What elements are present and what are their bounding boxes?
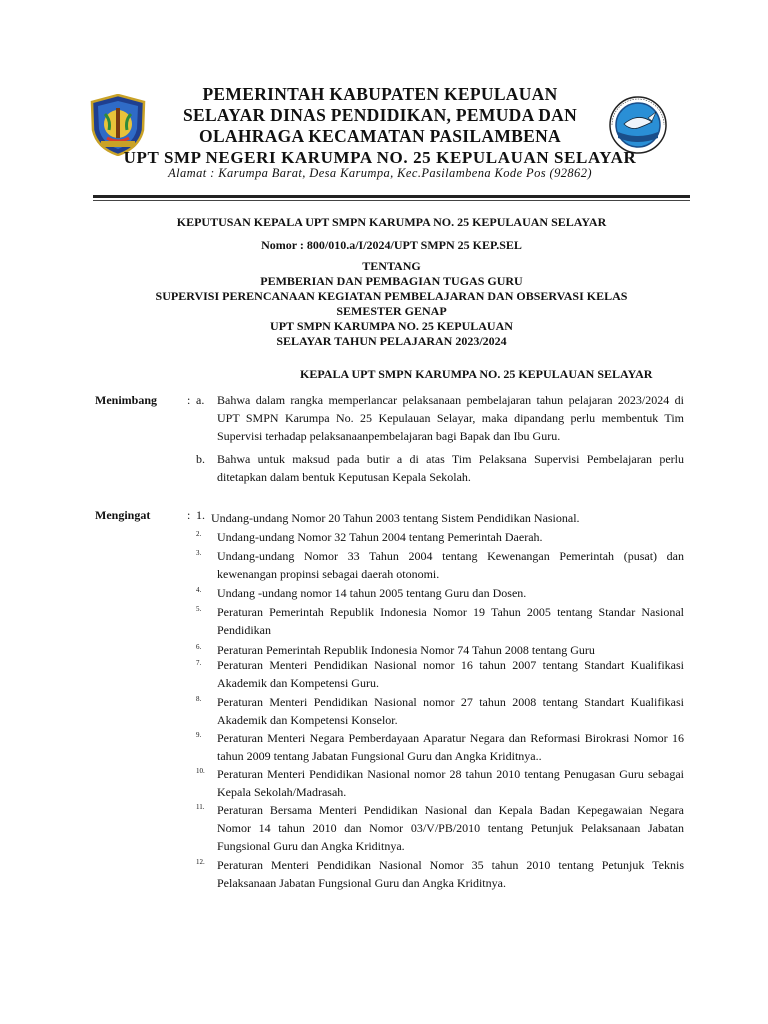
legal-basis-item: Undang-undang Nomor 20 Tahun 2003 tentang Sistem Pendidikan Nasional. <box>211 511 580 525</box>
list-number: 7. <box>196 659 202 667</box>
list-number: 1. <box>196 508 205 522</box>
legal-basis-item: Peraturan Menteri Pendidikan Nasional nomor 16 tahun 2007 tentang Standart Kualifikasi Akademik dan Kompetensi Guru. <box>217 658 684 690</box>
list-marker: b. <box>196 452 205 466</box>
legal-basis-item: Undang-undang Nomor 33 Tahun 2004 tentang Kewenangan Pemerintah (pusat) dan kewenangan propinsi sebagai daerah otonomi. <box>217 549 684 581</box>
decision-subject <box>93 259 690 349</box>
subject-line: PEMBERIAN DAN PEMBAGIAN TUGAS GURU <box>260 274 523 288</box>
letterhead-line: OLAHRAGA KECAMATAN PASILAMBENA <box>199 126 561 146</box>
legal-basis-item: Peraturan Menteri Negara Pemberdayaan Aparatur Negara dan Reformasi Birokrasi Nomor 16 tahun 2009 tentang Jabatan Fungsional Guru dan Angka Kriditnya.. <box>217 731 684 763</box>
list-number: 9. <box>196 731 202 739</box>
list-number: 5. <box>196 605 202 613</box>
decision-number: Nomor : 800/010.a/I/2024/UPT SMPN 25 KEP.SEL <box>261 238 522 252</box>
section-colon: : <box>187 508 191 522</box>
letterhead-line: SELAYAR DINAS PENDIDIKAN, PEMUDA DAN <box>182 105 578 125</box>
list-number: 11. <box>196 803 205 811</box>
letterhead-rule-thick <box>93 195 690 198</box>
legal-basis-item: Peraturan Menteri Pendidikan Nasional nomor 28 tahun 2010 tentang Penugasan Guru sebagai Kepala Sekolah/Madrasah. <box>217 767 684 799</box>
section-label-menimbang: Menimbang <box>95 393 158 407</box>
list-number: 8. <box>196 695 202 703</box>
list-number: 12. <box>196 858 205 866</box>
subject-line: TENTANG <box>362 259 421 273</box>
legal-basis-item: Undang -undang nomor 14 tahun 2005 tentang Guru dan Dosen. <box>217 586 527 600</box>
letterhead-line: UPT SMP NEGERI KARUMPA NO. 25 KEPULAUAN SELAYAR <box>123 148 637 167</box>
subject-line: SEMESTER GENAP <box>336 304 447 318</box>
legal-basis-item: Undang-undang Nomor 32 Tahun 2004 tentang Pemerintah Daerah. <box>217 530 543 544</box>
legal-basis-item: Peraturan Menteri Pendidikan Nasional Nomor 35 tahun 2010 tentang Petunjuk Teknis Pelaksanaan Jabatan Fungsional Guru dan Angka Kriditnya. <box>217 858 684 890</box>
consideration-item: Bahwa dalam rangka memperlancar pelaksanaan pembelajaran tahun pelajaran 2023/2024 di UPT SMPN Karumpa No. 25 Kepulauan Selayar, maka dipandang perlu membentuk Tim Supervisi terhadap pelaksanaanpembelajaran bagi Bapak dan Ibu Guru. <box>217 393 684 443</box>
decision-title: KEPUTUSAN KEPALA UPT SMPN KARUMPA NO. 25 KEPULAUAN SELAYAR <box>176 215 607 229</box>
subject-line: UPT SMPN KARUMPA NO. 25 KEPULAUAN <box>270 319 513 333</box>
subject-line: SUPERVISI PERENCANAAN KEGIATAN PEMBELAJARAN DAN OBSERVASI KELAS <box>155 289 628 303</box>
legal-basis-item: Peraturan Pemerintah Republik Indonesia Nomor 19 Tahun 2005 tentang Standar Nasional Pendidikan <box>217 605 684 637</box>
section-colon: : <box>187 393 191 407</box>
letterhead-rule-thin <box>93 200 690 201</box>
legal-basis-item: Peraturan Bersama Menteri Pendidikan Nasional dan Kepala Badan Kepegawaian Negara Nomor 14 tahun 2010 dan Nomor 03/V/PB/2010 tentang Petunjuk Pelaksanaan Jabatan Fungsional Guru dan Angka Kriditnya. <box>217 803 684 853</box>
list-number: 3. <box>196 549 202 557</box>
list-marker: a. <box>196 393 205 407</box>
list-number: 4. <box>196 586 202 594</box>
letterhead-address: Alamat : Karumpa Barat, Desa Karumpa, Kec.Pasilambena Kode Pos (92862) <box>168 166 592 180</box>
section-label-mengingat: Mengingat <box>95 508 151 522</box>
list-number: 10. <box>196 767 205 775</box>
legal-basis-item: Peraturan Pemerintah Republik Indonesia Nomor 74 Tahun 2008 tentang Guru <box>217 643 595 657</box>
subject-line: SELAYAR TAHUN PELAJARAN 2023/2024 <box>276 334 507 348</box>
consideration-item: Bahwa untuk maksud pada butir a di atas Tim Pelaksana Supervisi Pembelajaran perlu ditetapkan dalam bentuk Keputusan Kepala Sekolah. <box>217 452 684 484</box>
letterhead-title <box>100 84 660 168</box>
issuer-heading: KEPALA UPT SMPN KARUMPA NO. 25 KEPULAUAN SELAYAR <box>300 367 653 381</box>
legal-basis-item: Peraturan Menteri Pendidikan Nasional nomor 27 tahun 2008 tentang Standart Kualifikasi Akademik dan Kompetensi Konselor. <box>217 695 684 727</box>
list-number: 6. <box>196 643 202 651</box>
list-number: 2. <box>196 530 202 538</box>
letterhead-line: PEMERINTAH KABUPATEN KEPULAUAN <box>202 84 558 104</box>
